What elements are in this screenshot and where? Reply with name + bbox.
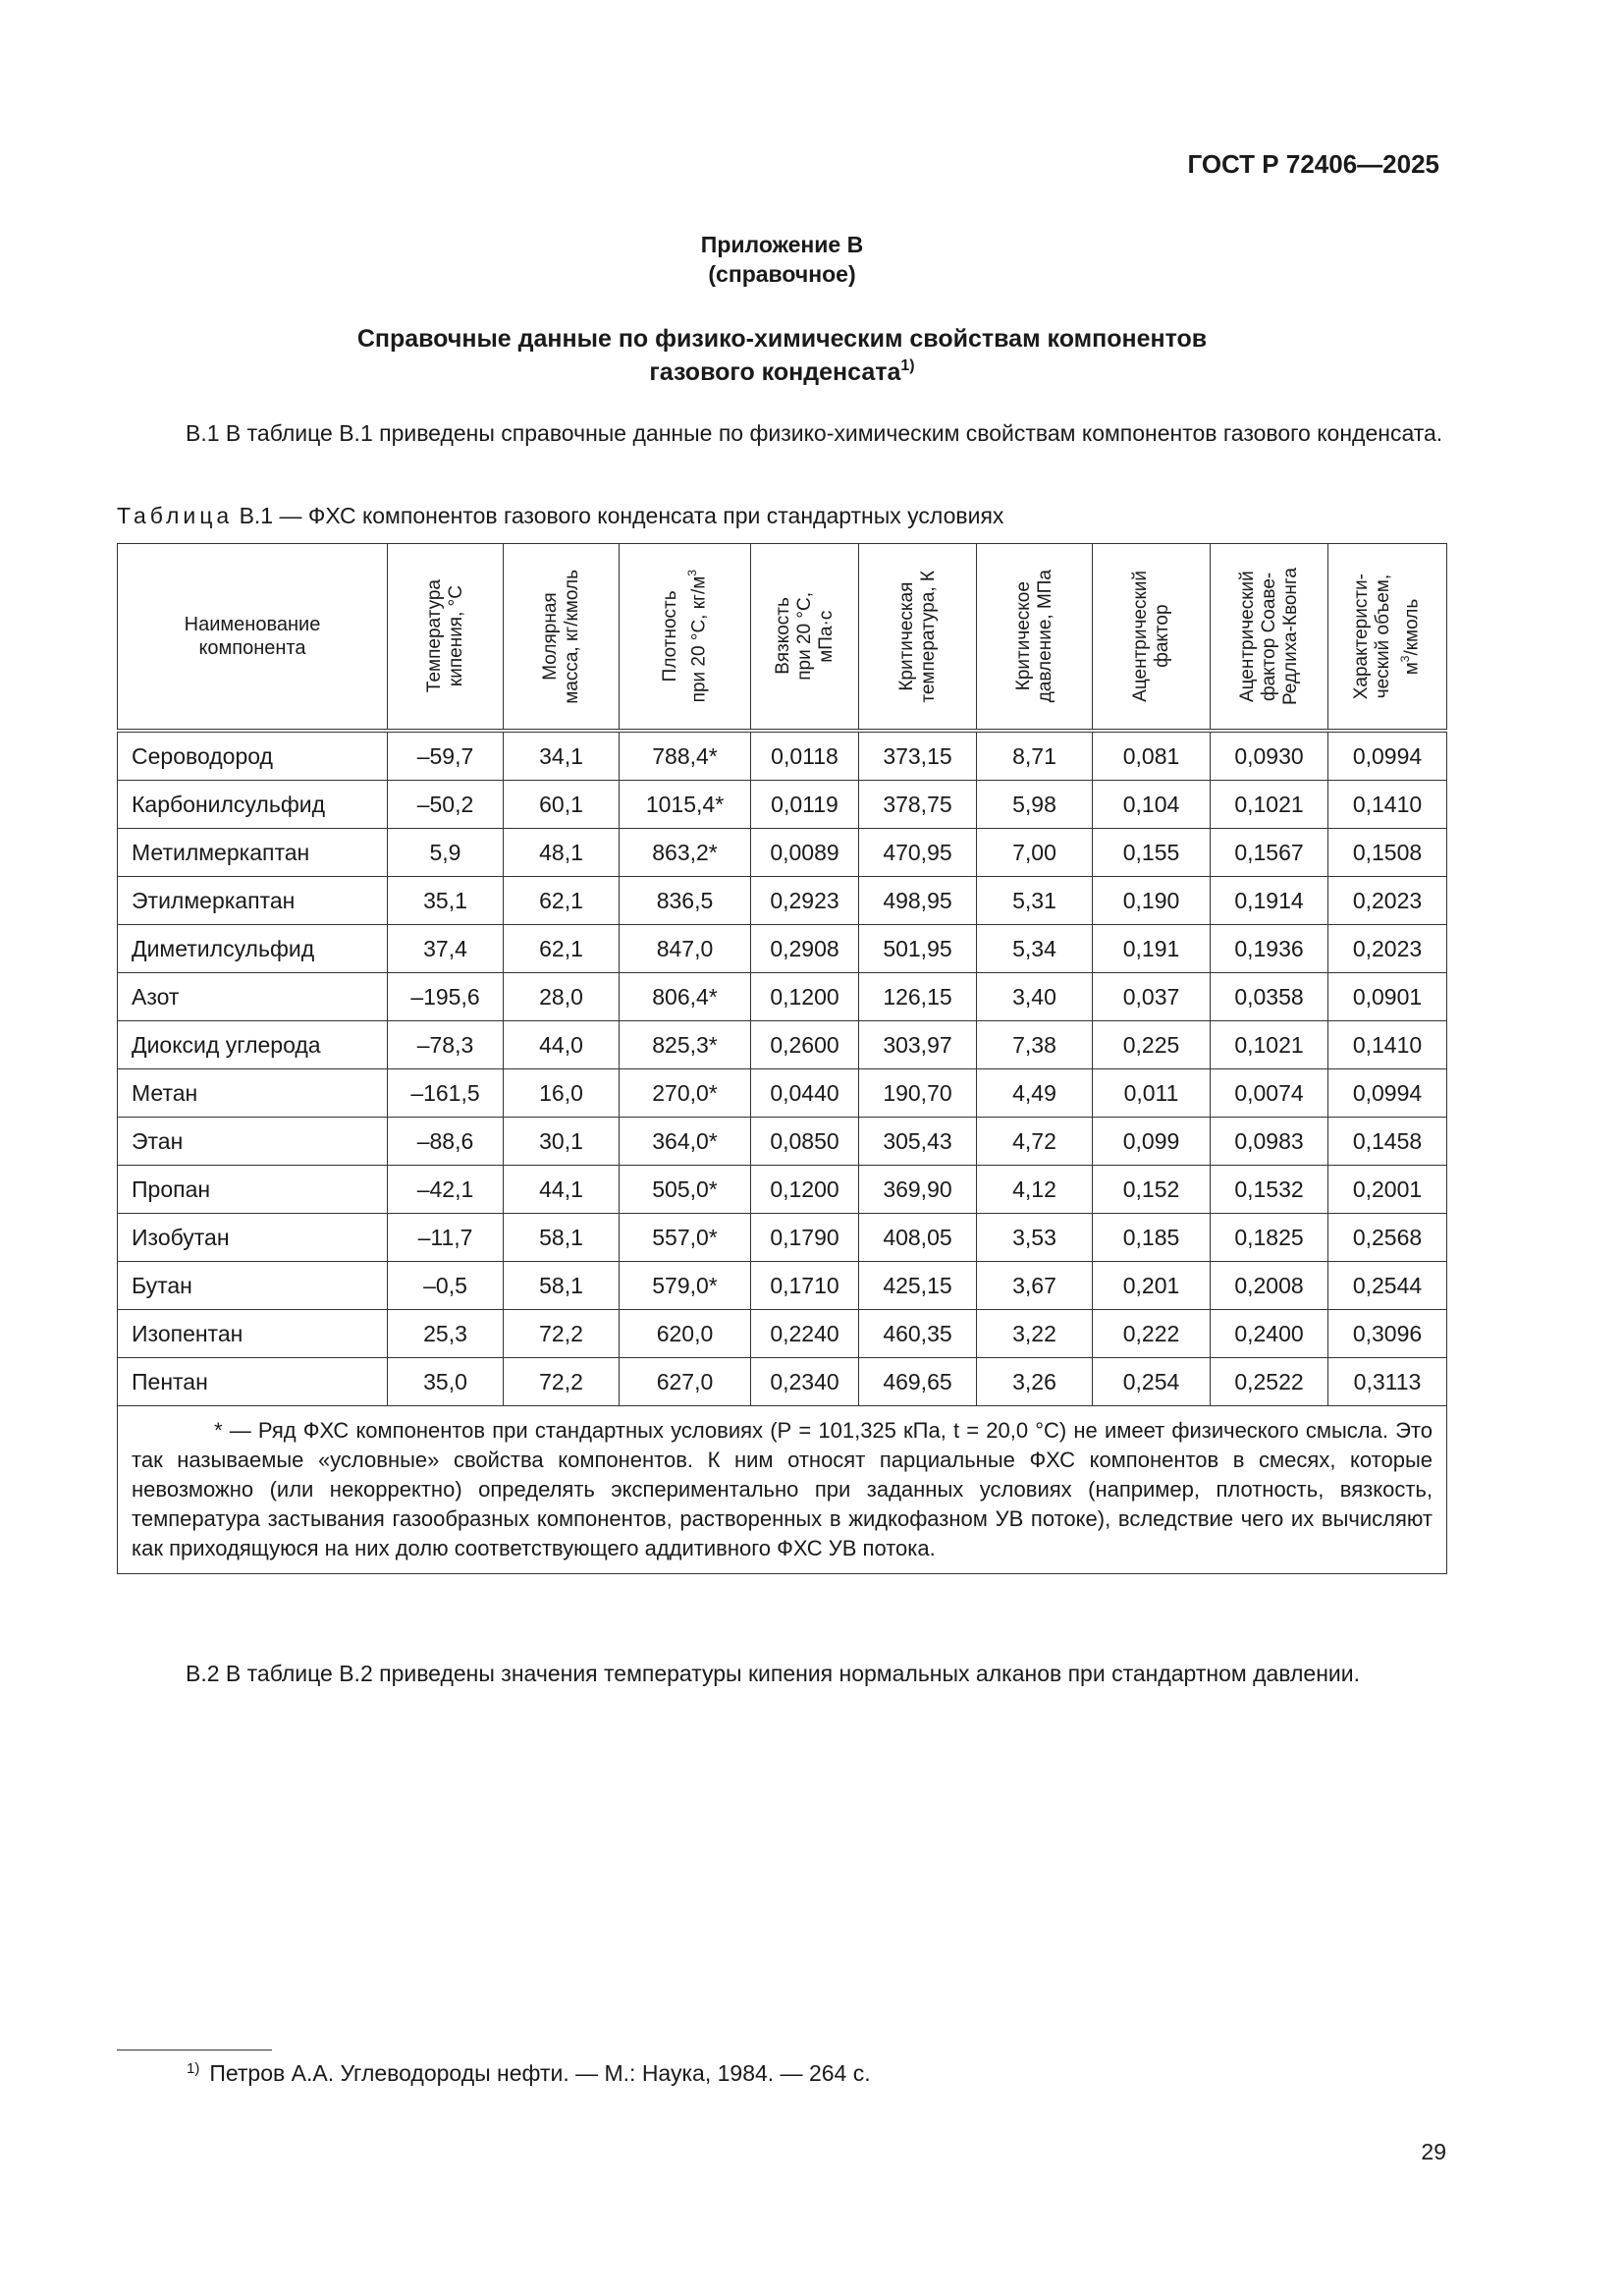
cell-molar-mass: 60,1 <box>504 781 620 829</box>
cell-characteristic-volume: 0,0994 <box>1328 731 1447 781</box>
table-row <box>118 781 1447 829</box>
cell-density: 1015,4* <box>620 781 751 829</box>
cell-name: Диоксид углерода <box>118 1021 388 1069</box>
cell-critical-temp: 425,15 <box>859 1262 977 1310</box>
cell-critical-pressure: 4,49 <box>977 1069 1093 1118</box>
cell-srk-acentric-factor: 0,1021 <box>1211 1021 1328 1069</box>
cell-critical-pressure: 3,67 <box>977 1262 1093 1310</box>
cell-viscosity: 0,0119 <box>751 781 859 829</box>
cell-molar-mass: 72,2 <box>504 1358 620 1406</box>
header-charvol-line3: м <box>1401 661 1423 675</box>
cell-name: Карбонилсульфид <box>118 781 388 829</box>
cell-critical-temp: 501,95 <box>859 925 977 973</box>
appendix-type: (справочное) <box>708 261 856 287</box>
cell-srk-acentric-factor: 0,1914 <box>1211 877 1328 925</box>
cell-molar-mass: 58,1 <box>504 1262 620 1310</box>
cell-boiling-temp: –195,6 <box>388 973 504 1021</box>
cell-critical-temp: 469,65 <box>859 1358 977 1406</box>
cell-density: 364,0* <box>620 1118 751 1166</box>
cell-acentric-factor: 0,190 <box>1093 877 1211 925</box>
cell-characteristic-volume: 0,3113 <box>1328 1358 1447 1406</box>
header-crit-press-line2: давление, МПа <box>1034 570 1055 703</box>
header-characteristic-volume <box>1328 544 1447 732</box>
cell-density: 806,4* <box>620 973 751 1021</box>
cell-viscosity: 0,2923 <box>751 877 859 925</box>
table-row <box>118 1166 1447 1214</box>
table-row <box>118 1358 1447 1406</box>
cell-srk-acentric-factor: 0,1936 <box>1211 925 1328 973</box>
header-srk-line2: фактор Соаве- <box>1258 572 1279 701</box>
cell-boiling-temp: 35,0 <box>388 1358 504 1406</box>
cell-name: Этан <box>118 1118 388 1166</box>
cell-density: 270,0* <box>620 1069 751 1118</box>
cell-density: 825,3* <box>620 1021 751 1069</box>
table-row <box>118 1262 1447 1310</box>
header-critical-temp <box>859 544 977 732</box>
header-density-line2: при 20 °С, кг/м <box>688 576 710 703</box>
cell-characteristic-volume: 0,2568 <box>1328 1214 1447 1262</box>
cell-molar-mass: 62,1 <box>504 925 620 973</box>
header-srk-line1: Ацентрический <box>1236 571 1258 702</box>
cell-acentric-factor: 0,152 <box>1093 1166 1211 1214</box>
cell-srk-acentric-factor: 0,2522 <box>1211 1358 1328 1406</box>
table-row <box>118 731 1447 781</box>
cell-molar-mass: 16,0 <box>504 1069 620 1118</box>
cell-viscosity: 0,0089 <box>751 829 859 877</box>
header-boiling-line2: кипения, °С <box>445 585 466 687</box>
cell-srk-acentric-factor: 0,2400 <box>1211 1310 1328 1358</box>
table-note: * — Ряд ФХС компонентов при стандартных условиях (Р = 101,325 кПа, t = 20,0 °С) не имеет физического смысла. Это так называемые «условные» свойства компонентов. К ним относят парциальные ФХС компонентов в смесях, которые невозможно (или некорректно) определять экспериментально при заданных условиях (например, плотность, вязкость, температура застывания газообразных компонентов, растворенных в жидкофазном УВ потоке), вследствие чего их вычисляют как приходящуюся на них долю соответствующего аддитивного ФХС УВ потока. <box>118 1406 1447 1574</box>
cell-srk-acentric-factor: 0,2008 <box>1211 1262 1328 1310</box>
section-title-line1: Справочные данные по физико-химическим свойствам компонентов <box>356 325 1208 353</box>
header-acentric-factor <box>1093 544 1211 732</box>
cell-critical-temp: 373,15 <box>859 731 977 781</box>
page-number: 29 <box>1421 2139 1446 2164</box>
cell-boiling-temp: 5,9 <box>388 829 504 877</box>
cell-critical-temp: 303,97 <box>859 1021 977 1069</box>
table-caption <box>117 503 1003 529</box>
header-acentric-line2: фактор <box>1151 604 1172 669</box>
section-title-text: газового конденсата <box>649 358 901 386</box>
cell-molar-mass: 34,1 <box>504 731 620 781</box>
cell-critical-temp: 126,15 <box>859 973 977 1021</box>
section-title <box>0 322 1564 389</box>
cell-viscosity: 0,2340 <box>751 1358 859 1406</box>
section-title-line2 <box>0 355 1564 389</box>
section-title-footnote-ref: 1) <box>900 357 915 374</box>
cell-density: 579,0* <box>620 1262 751 1310</box>
cell-boiling-temp: –78,3 <box>388 1021 504 1069</box>
cell-density: 620,0 <box>620 1310 751 1358</box>
cell-boiling-temp: –0,5 <box>388 1262 504 1310</box>
header-molar-line1: Молярная <box>539 592 561 681</box>
table-caption-prefix: Таблица <box>117 503 234 528</box>
cell-name: Сероводород <box>118 731 388 781</box>
cell-name: Диметилсульфид <box>118 925 388 973</box>
header-viscosity <box>751 544 859 732</box>
cell-characteristic-volume: 0,0994 <box>1328 1069 1447 1118</box>
cell-critical-pressure: 3,40 <box>977 973 1093 1021</box>
table-header-row <box>118 544 1447 732</box>
cell-boiling-temp: –42,1 <box>388 1166 504 1214</box>
cell-viscosity: 0,2240 <box>751 1310 859 1358</box>
header-component-name <box>118 544 388 732</box>
cell-characteristic-volume: 0,1410 <box>1328 1021 1447 1069</box>
header-boiling-line1: Температура <box>423 579 445 693</box>
cell-molar-mass: 30,1 <box>504 1118 620 1166</box>
cell-srk-acentric-factor: 0,0074 <box>1211 1069 1328 1118</box>
cell-viscosity: 0,1710 <box>751 1262 859 1310</box>
footnote-marker: 1) <box>187 2060 200 2077</box>
cell-critical-pressure: 5,31 <box>977 877 1093 925</box>
cell-srk-acentric-factor: 0,0983 <box>1211 1118 1328 1166</box>
cell-characteristic-volume: 0,1410 <box>1328 781 1447 829</box>
cell-acentric-factor: 0,222 <box>1093 1310 1211 1358</box>
header-molar-line2: масса, кг/кмоль <box>561 569 582 704</box>
cell-molar-mass: 48,1 <box>504 829 620 877</box>
cell-characteristic-volume: 0,2544 <box>1328 1262 1447 1310</box>
cell-acentric-factor: 0,155 <box>1093 829 1211 877</box>
cell-characteristic-volume: 0,1458 <box>1328 1118 1447 1166</box>
header-crit-temp-line2: температура, К <box>917 570 939 703</box>
cell-acentric-factor: 0,037 <box>1093 973 1211 1021</box>
cell-srk-acentric-factor: 0,1567 <box>1211 829 1328 877</box>
cell-critical-pressure: 8,71 <box>977 731 1093 781</box>
cell-critical-pressure: 3,22 <box>977 1310 1093 1358</box>
cell-density: 557,0* <box>620 1214 751 1262</box>
cell-critical-pressure: 5,34 <box>977 925 1093 973</box>
cell-critical-pressure: 3,53 <box>977 1214 1093 1262</box>
cell-srk-acentric-factor: 0,0930 <box>1211 731 1328 781</box>
cell-molar-mass: 58,1 <box>504 1214 620 1262</box>
table-row <box>118 1118 1447 1166</box>
header-viscosity-line2: при 20 °С, <box>793 592 815 681</box>
cell-boiling-temp: –161,5 <box>388 1069 504 1118</box>
header-acentric-line1: Ацентрический <box>1129 571 1151 702</box>
cell-name: Пентан <box>118 1358 388 1406</box>
cell-density: 847,0 <box>620 925 751 973</box>
cell-acentric-factor: 0,185 <box>1093 1214 1211 1262</box>
cell-characteristic-volume: 0,0901 <box>1328 973 1447 1021</box>
header-molar-mass <box>504 544 620 732</box>
properties-table <box>117 543 1447 1574</box>
cell-boiling-temp: 25,3 <box>388 1310 504 1358</box>
cell-name: Азот <box>118 973 388 1021</box>
cell-critical-temp: 369,90 <box>859 1166 977 1214</box>
header-crit-temp-line1: Критическая <box>895 581 917 691</box>
cell-acentric-factor: 0,254 <box>1093 1358 1211 1406</box>
cell-characteristic-volume: 0,2001 <box>1328 1166 1447 1214</box>
header-charvol-sup: 3 <box>1398 655 1413 662</box>
cell-name: Изобутан <box>118 1214 388 1262</box>
paragraph-b2: В.2 В таблице В.2 приведены значения температуры кипения нормальных алканов при стандартном давлении. <box>186 1661 1360 1686</box>
table-row <box>118 829 1447 877</box>
cell-critical-temp: 190,70 <box>859 1069 977 1118</box>
cell-characteristic-volume: 0,1508 <box>1328 829 1447 877</box>
cell-density: 505,0* <box>620 1166 751 1214</box>
cell-boiling-temp: 37,4 <box>388 925 504 973</box>
cell-boiling-temp: –59,7 <box>388 731 504 781</box>
header-density-line1: Плотность <box>659 590 680 683</box>
header-charvol-line1: Характеристи- <box>1351 573 1373 700</box>
cell-srk-acentric-factor: 0,1021 <box>1211 781 1328 829</box>
cell-critical-temp: 470,95 <box>859 829 977 877</box>
cell-acentric-factor: 0,099 <box>1093 1118 1211 1166</box>
cell-critical-pressure: 7,00 <box>977 829 1093 877</box>
cell-srk-acentric-factor: 0,1532 <box>1211 1166 1328 1214</box>
cell-viscosity: 0,1200 <box>751 1166 859 1214</box>
table-caption-text: В.1 — ФХС компонентов газового конденсата при стандартных условиях <box>233 503 1004 528</box>
cell-critical-pressure: 3,26 <box>977 1358 1093 1406</box>
table-row <box>118 925 1447 973</box>
cell-characteristic-volume: 0,2023 <box>1328 925 1447 973</box>
cell-molar-mass: 44,1 <box>504 1166 620 1214</box>
cell-density: 836,5 <box>620 877 751 925</box>
table-body <box>118 731 1447 1574</box>
cell-viscosity: 0,0440 <box>751 1069 859 1118</box>
cell-critical-temp: 305,43 <box>859 1118 977 1166</box>
cell-critical-temp: 460,35 <box>859 1310 977 1358</box>
header-charvol-line3b: /кмоль <box>1401 598 1423 656</box>
header-viscosity-line1: Вязкость <box>772 597 793 676</box>
cell-acentric-factor: 0,225 <box>1093 1021 1211 1069</box>
cell-critical-temp: 408,05 <box>859 1214 977 1262</box>
cell-name: Метан <box>118 1069 388 1118</box>
table-note-row <box>118 1406 1447 1574</box>
header-srk-acentric-factor <box>1211 544 1328 732</box>
header-srk-line3: Редлиха-Квонга <box>1279 567 1301 706</box>
cell-density: 863,2* <box>620 829 751 877</box>
cell-critical-temp: 378,75 <box>859 781 977 829</box>
header-boiling-temp <box>388 544 504 732</box>
header-crit-press-line1: Критическое <box>1012 581 1034 691</box>
table-row <box>118 1310 1447 1358</box>
cell-critical-temp: 498,95 <box>859 877 977 925</box>
header-name-line2: компонента <box>198 637 306 659</box>
cell-srk-acentric-factor: 0,1825 <box>1211 1214 1328 1262</box>
header-charvol-line2: ческий объем, <box>1373 574 1394 699</box>
cell-boiling-temp: 35,1 <box>388 877 504 925</box>
table-row <box>118 973 1447 1021</box>
paragraph-b1: В.1 В таблице В.1 приведены справочные данные по физико-химическим свойствам компонентов газового конденсата. <box>186 420 1443 446</box>
cell-acentric-factor: 0,191 <box>1093 925 1211 973</box>
cell-characteristic-volume: 0,3096 <box>1328 1310 1447 1358</box>
footnote-text: Петров А.А. Углеводороды нефти. — М.: Наука, 1984. — 264 с. <box>209 2060 871 2086</box>
cell-molar-mass: 28,0 <box>504 973 620 1021</box>
cell-characteristic-volume: 0,2023 <box>1328 877 1447 925</box>
header-viscosity-line3: мПа·с <box>815 610 837 663</box>
cell-name: Этилмеркаптан <box>118 877 388 925</box>
cell-boiling-temp: –88,6 <box>388 1118 504 1166</box>
cell-critical-pressure: 4,12 <box>977 1166 1093 1214</box>
cell-viscosity: 0,1790 <box>751 1214 859 1262</box>
cell-acentric-factor: 0,201 <box>1093 1262 1211 1310</box>
cell-acentric-factor: 0,081 <box>1093 731 1211 781</box>
cell-boiling-temp: –50,2 <box>388 781 504 829</box>
cell-molar-mass: 44,0 <box>504 1021 620 1069</box>
table-row <box>118 1069 1447 1118</box>
cell-critical-pressure: 4,72 <box>977 1118 1093 1166</box>
cell-boiling-temp: –11,7 <box>388 1214 504 1262</box>
cell-srk-acentric-factor: 0,0358 <box>1211 973 1328 1021</box>
cell-viscosity: 0,1200 <box>751 973 859 1021</box>
document-number: ГОСТ Р 72406—2025 <box>1187 149 1439 179</box>
header-name-line1: Наименование <box>184 614 321 635</box>
cell-name: Изопентан <box>118 1310 388 1358</box>
cell-molar-mass: 72,2 <box>504 1310 620 1358</box>
cell-viscosity: 0,2908 <box>751 925 859 973</box>
cell-acentric-factor: 0,104 <box>1093 781 1211 829</box>
appendix-title: Приложение В <box>700 232 864 257</box>
cell-molar-mass: 62,1 <box>504 877 620 925</box>
cell-name: Пропан <box>118 1166 388 1214</box>
cell-critical-pressure: 5,98 <box>977 781 1093 829</box>
cell-acentric-factor: 0,011 <box>1093 1069 1211 1118</box>
header-critical-pressure <box>977 544 1093 732</box>
cell-viscosity: 0,0850 <box>751 1118 859 1166</box>
cell-name: Бутан <box>118 1262 388 1310</box>
header-density-sup: 3 <box>684 570 699 577</box>
cell-viscosity: 0,2600 <box>751 1021 859 1069</box>
table-row <box>118 1021 1447 1069</box>
cell-density: 627,0 <box>620 1358 751 1406</box>
table-row <box>118 1214 1447 1262</box>
cell-density: 788,4* <box>620 731 751 781</box>
cell-viscosity: 0,0118 <box>751 731 859 781</box>
table-row <box>118 877 1447 925</box>
footnote <box>187 2060 871 2087</box>
cell-critical-pressure: 7,38 <box>977 1021 1093 1069</box>
header-density <box>620 544 751 732</box>
cell-name: Метилмеркаптан <box>118 829 388 877</box>
